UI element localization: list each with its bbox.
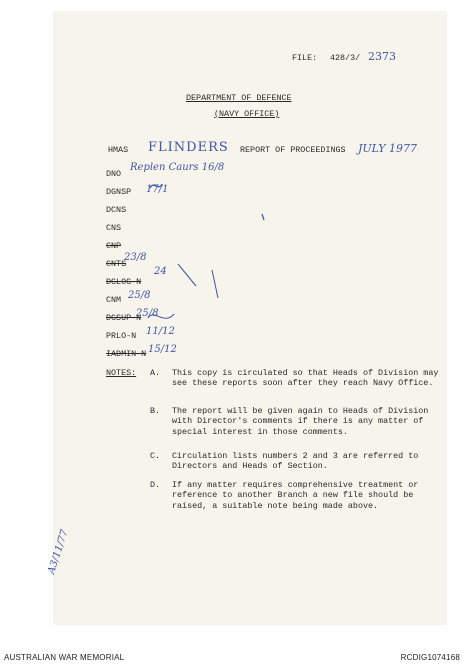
department-heading: DEPARTMENT OF DEFENCE <box>186 93 292 103</box>
bottom-annotation: A3/11/77 <box>46 528 71 576</box>
circ-code-dno: DNO <box>106 169 122 179</box>
circ-code-dcns: DCNS <box>106 205 127 215</box>
circ-code-cnm: CNM <box>106 295 122 305</box>
file-number-typed: 428/3/ <box>330 53 361 63</box>
note-letter-b: B. <box>150 406 161 416</box>
circ-code-cnp: CNP <box>106 241 122 251</box>
file-label: FILE: <box>292 53 318 63</box>
circ-annotation-dgsup: 25/8 <box>136 308 159 319</box>
circ-code-iadmin: IADMIN-N <box>106 349 147 359</box>
hmas-label: HMAS <box>108 145 129 155</box>
document-page <box>46 12 446 624</box>
circ-annotation-iadmin: 15/12 <box>148 344 177 355</box>
note-text-c: Circulation lists numbers 2 and 3 are referred to Directors and Heads of Section. <box>172 451 419 472</box>
circ-code-dglog: DGLOG-N <box>106 277 142 287</box>
circ-code-prlo: PRLO-N <box>106 331 137 341</box>
circ-code-dgnsp: DGNSP <box>106 187 132 197</box>
month-handwritten: JULY 1977 <box>358 142 418 155</box>
note-letter-c: C. <box>150 451 161 461</box>
note-letter-a: A. <box>150 368 161 378</box>
circ-code-dgsup: DGSUP-N <box>106 313 142 323</box>
note-text-d: If any matter requires comprehensive treatment or reference to another Branch a new file should be raised, a suitable note being made above. <box>172 480 419 511</box>
circ-annotation-dno: Replen Caurs 16/8 <box>130 162 225 173</box>
circ-code-cns: CNS <box>106 223 122 233</box>
notes-label: NOTES: <box>106 368 137 378</box>
office-heading: (NAVY OFFICE) <box>214 109 280 119</box>
stray-mark <box>254 208 274 228</box>
footer-source: AUSTRALIAN WAR MEMORIAL <box>4 653 125 662</box>
ship-name-handwritten: FLINDERS <box>148 140 229 155</box>
circ-annotation-cnm: 25/8 <box>128 290 151 301</box>
circ-annotation-prlo: 11/12 <box>146 326 175 337</box>
note-text-a: This copy is circulated so that Heads of Division may see these reports soon after they reach Navy Office. <box>172 368 439 389</box>
file-number-handwritten: 2373 <box>368 50 396 63</box>
report-label: REPORT OF PROCEEDINGS <box>240 145 346 155</box>
ink-marks <box>94 158 244 368</box>
circ-code-cnts: CNTS <box>106 259 127 269</box>
note-letter-d: D. <box>150 480 161 490</box>
footer-id: RCDIG1074168 <box>400 653 460 662</box>
circ-annotation-dgnsp: 17/1 <box>146 184 169 195</box>
circ-annotation-cnts: 23/8 <box>124 252 147 263</box>
note-text-b: The report will be given again to Heads of Division with Director's comments if there is any matter of special interest in those comments. <box>172 406 429 437</box>
circ-annotation-dglog: 24 <box>154 266 167 277</box>
